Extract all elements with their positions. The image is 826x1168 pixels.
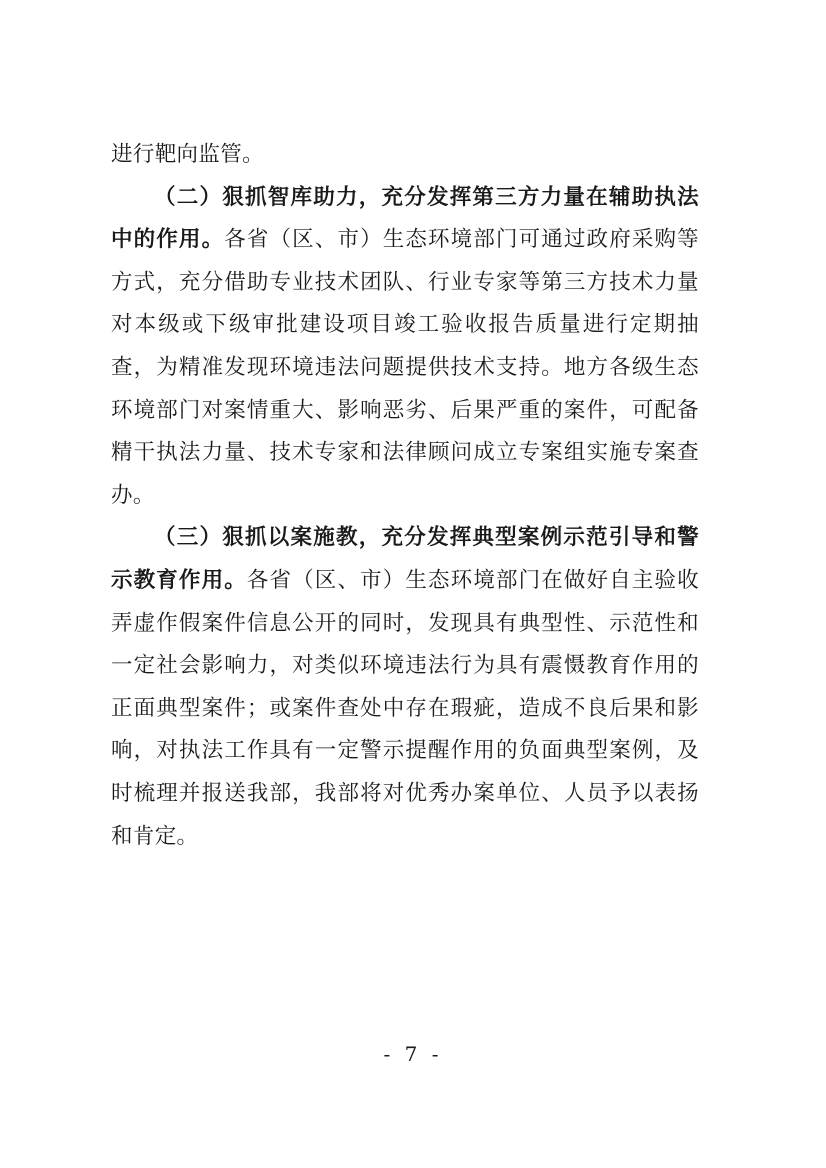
document-body xyxy=(111,134,699,858)
section-heading-3: （三）狠抓以案施教，充分发挥典型案例示范引导和警示教育作用。 xyxy=(111,525,699,593)
paragraph-continuation xyxy=(111,134,699,177)
paragraph-section-3 xyxy=(111,517,699,858)
paragraph-section-2 xyxy=(111,177,699,518)
page-number: - 7 - xyxy=(383,1042,443,1066)
paragraph-text: 进行靶向监管。 xyxy=(111,142,264,167)
paragraph-text: 各省（区、市）生态环境部门可通过政府采购等方式，充分借助专业技术团队、行业专家等第三方技术力量对本级或下级审批建设项目竣工验收报告质量进行定期抽查，为精准发现环境违法问题提供技术支持。地方各级生态环境部门对案情重大、影响恶劣、后果严重的案件，可配备精干执法力量、技术专家和法律顾问成立专案组实施专案查办。 xyxy=(111,227,699,508)
section-heading-2: （二）狠抓智库助力，充分发挥第三方力量在辅助执法中的作用。 xyxy=(111,184,699,253)
paragraph-text: 各省（区、市）生态环境部门在做好自主验收弄虚作假案件信息公开的同时，发现具有典型性、示范性和一定社会影响力，对类似环境违法行为具有震慑教育作用的正面典型案件；或案件查处中存在瑕疵，造成不良后果和影响，对执法工作具有一定警示提醒作用的负面典型案例，及时梳理并报送我部，我部将对优秀办案单位、人员予以表扬和肯定。 xyxy=(111,567,699,849)
